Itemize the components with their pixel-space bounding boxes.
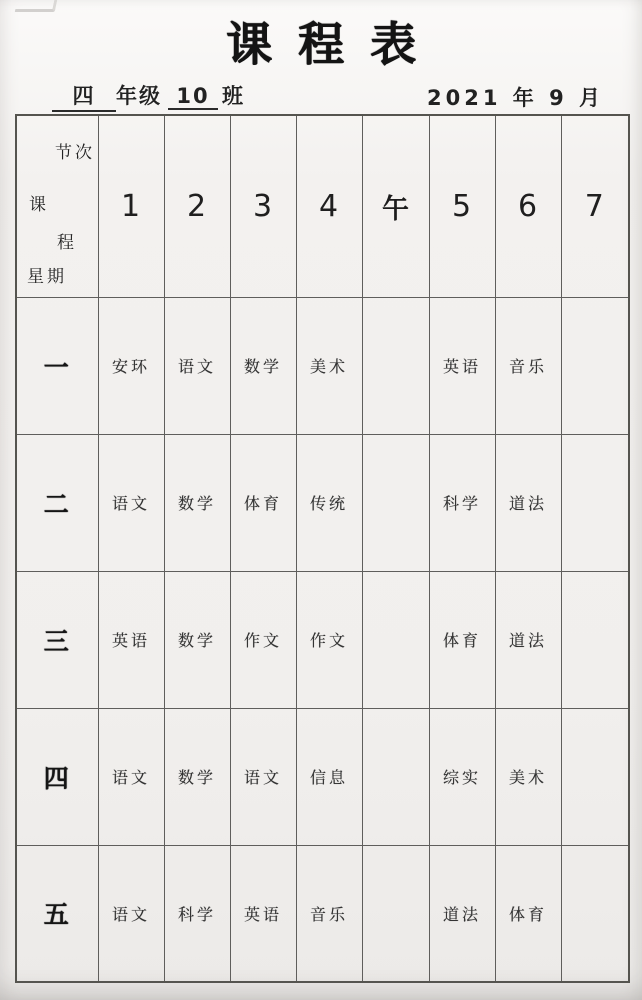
corner-label-course2: 程: [57, 233, 77, 253]
table-row-friday: [16, 845, 629, 982]
column-header-noon: 午: [362, 115, 429, 297]
schedule-table: [15, 114, 630, 983]
schedule-cell: [561, 434, 629, 571]
schedule-cell-noon: [362, 708, 429, 845]
table-row-wednesday: [16, 571, 629, 708]
day-label-cell: 四: [16, 708, 98, 845]
schedule-cell: 作文: [230, 571, 296, 708]
schedule-cell: 音乐: [296, 845, 362, 982]
schedule-cell: 体育: [230, 434, 296, 571]
schedule-cell: 语文: [230, 708, 296, 845]
schedule-cell-noon: [362, 845, 429, 982]
page-title: 课程表: [226, 17, 442, 71]
schedule-cell: 传统: [296, 434, 362, 571]
day-label-cell: 二: [16, 434, 98, 571]
schedule-cell: [561, 297, 629, 434]
schedule-cell: 体育: [495, 845, 561, 982]
grade-value: 四: [52, 80, 116, 112]
schedule-cell: 语文: [164, 297, 230, 434]
schedule-cell: 科学: [429, 434, 495, 571]
column-header-period-7: 7: [561, 115, 629, 297]
table-row-thursday: [16, 708, 629, 845]
schedule-cell-noon: [362, 297, 429, 434]
schedule-cell: 数学: [164, 708, 230, 845]
class-label: 班: [222, 84, 245, 108]
column-header-period-5: 5: [429, 115, 495, 297]
grade-label: 年级: [116, 84, 162, 108]
corner-label-weekday: 星期: [27, 267, 67, 287]
schedule-cell: 体育: [429, 571, 495, 708]
schedule-cell: 数学: [164, 571, 230, 708]
corner-header-cell: [16, 115, 98, 297]
schedule-cell: 英语: [98, 571, 164, 708]
day-label-cell: 五: [16, 845, 98, 982]
header-row: [16, 115, 629, 297]
schedule-cell: 安环: [98, 297, 164, 434]
table-row-monday: [16, 297, 629, 434]
schedule-cell: 英语: [429, 297, 495, 434]
table-row-tuesday: [16, 434, 629, 571]
schedule-cell-noon: [362, 434, 429, 571]
schedule-cell: 语文: [98, 845, 164, 982]
column-header-period-4: 4: [296, 115, 362, 297]
schedule-cell: 道法: [495, 571, 561, 708]
day-label-cell: 一: [16, 297, 98, 434]
schedule-cell: 美术: [296, 297, 362, 434]
column-header-period-2: 2: [164, 115, 230, 297]
schedule-cell: 英语: [230, 845, 296, 982]
schedule-cell: [561, 845, 629, 982]
day-label-cell: 三: [16, 571, 98, 708]
schedule-cell: 信息: [296, 708, 362, 845]
date-text: 2021 年 9 月: [427, 86, 604, 110]
schedule-cell: [561, 571, 629, 708]
schedule-cell-noon: [362, 571, 429, 708]
schedule-cell: 综实: [429, 708, 495, 845]
schedule-cell: 作文: [296, 571, 362, 708]
schedule-cell: 音乐: [495, 297, 561, 434]
grade-class-line: [52, 80, 245, 112]
schedule-cell: 道法: [429, 845, 495, 982]
schedule-cell: 语文: [98, 434, 164, 571]
corner-label-period: 节次: [55, 143, 95, 163]
schedule-cell: 道法: [495, 434, 561, 571]
schedule-cell: 科学: [164, 845, 230, 982]
corner-label-course1: 课: [29, 195, 49, 215]
schedule-cell: [561, 708, 629, 845]
schedule-cell: 语文: [98, 708, 164, 845]
column-header-period-3: 3: [230, 115, 296, 297]
schedule-cell: 数学: [164, 434, 230, 571]
class-number-value: 10: [168, 84, 218, 110]
column-header-period-6: 6: [495, 115, 561, 297]
column-header-period-1: 1: [98, 115, 164, 297]
schedule-cell: 美术: [495, 708, 561, 845]
schedule-cell: 数学: [230, 297, 296, 434]
subheader: [0, 78, 642, 112]
